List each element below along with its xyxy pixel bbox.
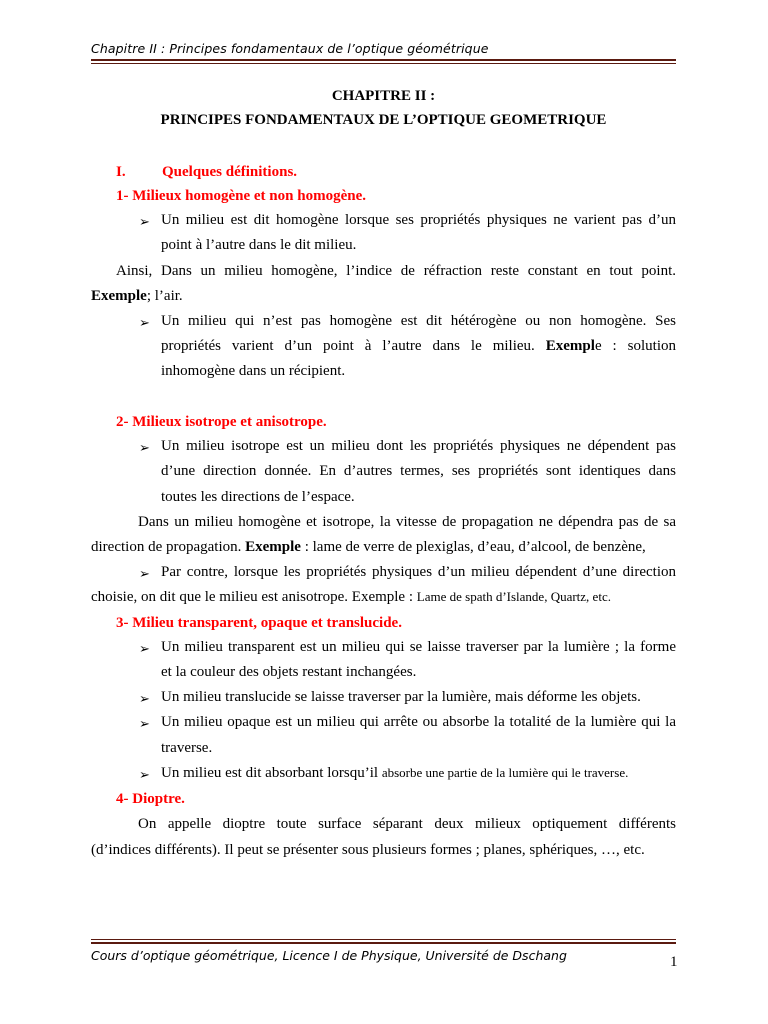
arrow-bullet-icon: ➢ [139,315,150,330]
arrow-bullet-icon: ➢ [139,767,150,782]
sub3-bullet4-text: Un milieu est dit absorbant lorsqu’il [161,765,379,781]
sub1-bullet2-line1: Un milieu qui n’est pas homogène est dit hétérogène ou non homogène. Ses [161,313,676,329]
sub2-bullet1-line2: d’une direction donnée. En d’autres termes, ses propriétés sont identiques dans [161,463,676,479]
sub1-bullet1-line1: Un milieu est dit homogène lorsque ses propriétés physiques ne varient pas d’un [161,212,676,228]
chapter-subtitle: PRINCIPES FONDAMENTAUX DE L’OPTIQUE GEOMETRIQUE [160,112,607,128]
sub1-bullet2-line2-text: propriétés varient d’un point à l’autre dans le milieu. [161,338,535,354]
section-number: I. [116,164,126,180]
sub1-bullet2-line2-end: e : solution [594,338,677,354]
header-rule-thick [91,59,676,61]
sub1-paragraph-line1: Ainsi, Dans un milieu homogène, l’indice de réfraction reste constant en tout point. [116,263,676,279]
sub3-bullet4 [161,765,628,782]
sub3-bullet3-line1: Un milieu opaque est un milieu qui arrête ou absorbe la totalité de la lumière qui la [161,714,676,730]
arrow-bullet-icon: ➢ [139,641,150,656]
sub4-paragraph-line2: (d’indices différents). Il peut se présenter sous plusieurs formes ; planes, sphériques, …, etc. [91,842,645,858]
sub2-bullet2-line2 [91,589,611,606]
subsection-3-heading: 3- Milieu transparent, opaque et translucide. [116,615,402,631]
sub2-paragraph-line1: Dans un milieu homogène et isotrope, la vitesse de propagation ne dépendra pas de sa [138,514,676,530]
sub3-bullet4-small: absorbe une partie de la lumière qui le traverse. [381,765,629,780]
sub2-paragraph-line2-text: direction de propagation. [91,539,242,555]
sub3-bullet2: Un milieu translucide se laisse traverser par la lumière, mais déforme les objets. [161,689,641,705]
arrow-bullet-icon: ➢ [139,214,150,229]
sub1-paragraph-line2 [91,288,183,305]
sub2-bullet2-line2-text: choisie, on dit que le milieu est anisotrope. Exemple : [91,589,414,605]
sub2-bullet1-line3: toutes les directions de l’espace. [161,489,355,505]
sub3-bullet1-line2: et la couleur des objets restant inchangées. [161,664,417,680]
arrow-bullet-icon: ➢ [139,440,150,455]
footer-rule-thin [91,939,676,940]
arrow-bullet-icon: ➢ [139,566,150,581]
running-header: Chapitre II : Principes fondamentaux de l’optique géométrique [91,41,489,56]
running-footer: Cours d’optique géométrique, Licence I de Physique, Université de Dschang [91,948,567,963]
chapter-title: CHAPITRE II : [331,88,436,104]
example-label: Exemple [91,288,147,304]
section-title: Quelques définitions. [162,164,298,180]
sub2-bullet2-line1: Par contre, lorsque les propriétés physiques d’un milieu dépendent d’une direction [161,564,676,580]
sub1-bullet2-line3: inhomogène dans un récipient. [161,363,346,379]
subsection-4-heading: 4- Dioptre. [116,791,185,807]
sub1-bullet2-line2 [161,338,676,355]
sub2-bullet1-line1: Un milieu isotrope est un milieu dont les propriétés physiques ne dépendent pas [161,438,676,454]
arrow-bullet-icon: ➢ [139,691,150,706]
page-number: 1 [670,954,678,970]
sub1-bullet1-line2: point à l’autre dans le dit milieu. [161,237,357,253]
sub3-bullet3-line2: traverse. [161,740,213,756]
sub2-paragraph-line2 [91,539,646,556]
example-text: ; l’air. [146,288,183,304]
sub4-paragraph-line1: On appelle dioptre toute surface séparant deux milieux optiquement différents [138,816,676,832]
header-rule-thin [91,63,676,64]
sub2-example-text: : lame de verre de plexiglas, d’eau, d’alcool, de benzène, [304,539,646,555]
sub2-example-small: Lame de spath d’Islande, Quartz, etc. [416,589,611,604]
example-label: Exempl [545,338,595,354]
arrow-bullet-icon: ➢ [139,716,150,731]
subsection-1-heading: 1- Milieux homogène et non homogène. [116,188,366,204]
example-label: Exemple [245,539,301,555]
subsection-2-heading: 2- Milieux isotrope et anisotrope. [116,414,327,430]
footer-rule-thick [91,942,676,944]
sub3-bullet1-line1: Un milieu transparent est un milieu qui se laisse traverser par la lumière ; la forme [161,639,676,655]
